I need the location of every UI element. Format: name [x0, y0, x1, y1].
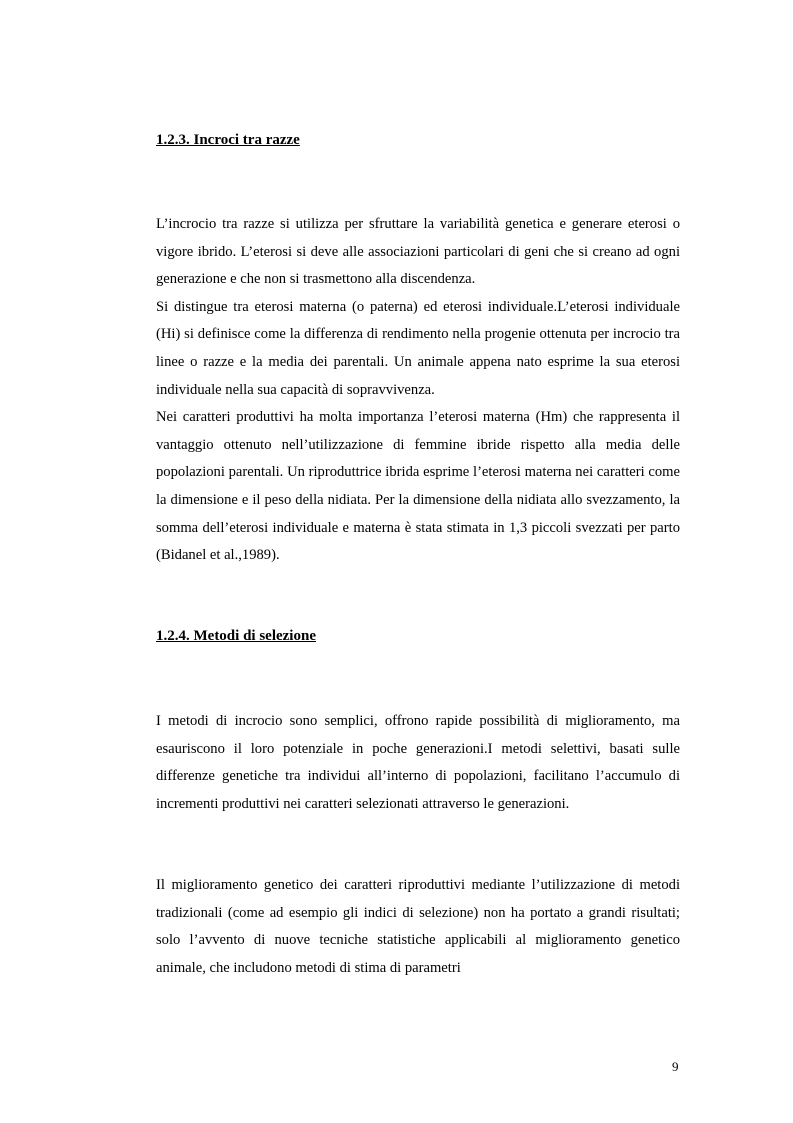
section-heading-metodi: 1.2.4. Metodi di selezione	[156, 628, 316, 644]
paragraph: Nei caratteri produttivi ha molta importanza l’eterosi materna (Hm) che rappresenta il vantaggio ottenuto nell’utilizzazione di femmine ibride rispetto alla media delle popolazioni parentali. Un riproduttrice ibrida esprime l’eterosi materna nei caratteri come la dimensione e il peso della nidiata. Per la dimensione della nidiata allo svezzamento, la somma dell’eterosi individuale e materna è stata stimata in 1,3 piccoli svezzati per parto (Bidanel et al.,1989).	[156, 409, 680, 564]
page-number: 9	[672, 1059, 679, 1074]
paragraph: I metodi di incrocio sono semplici, offrono rapide possibilità di miglioramento, ma esauriscono il loro potenziale in poche generazioni.I metodi selettivi, basati sulle differenze genetiche tra individui all’interno di popolazioni, facilitano l’accumulo di incrementi produttivi nei caratteri selezionati attraverso le generazioni.	[156, 713, 680, 812]
paragraph: Si distingue tra eterosi materna (o paterna) ed eterosi individuale.L’eterosi individuale (Hi) si definisce come la differenza di rendimento nella progenie ottenuta per incrocio tra linee o razze e la media dei parentali. Un animale appena nato esprime la sua eterosi individuale nella sua capacità di sopravvivenza.	[156, 298, 680, 398]
section-body-incroci	[156, 211, 680, 570]
section-body-metodi	[156, 708, 680, 818]
section-heading-incroci: 1.2.3. Incroci tra razze	[156, 132, 300, 148]
paragraph: L’incrocio tra razze si utilizza per sfruttare la variabilità genetica e generare eterosi o vigore ibrido. L’eterosi si deve alle associazioni particolari di geni che si creano ad ogni generazione e che non si trasmettono alla discendenza.	[156, 216, 680, 288]
paragraph: Il miglioramento genetico dei caratteri riproduttivi mediante l’utilizzazione di metodi tradizionali (come ad esempio gli indici di selezione) non ha portato a grandi risultati; solo l’avvento di nuove tecniche statistiche applicabili al miglioramento genetico animale, che includono metodi di stima di parametri	[156, 877, 680, 976]
section-body-metodi-continued	[156, 872, 680, 982]
